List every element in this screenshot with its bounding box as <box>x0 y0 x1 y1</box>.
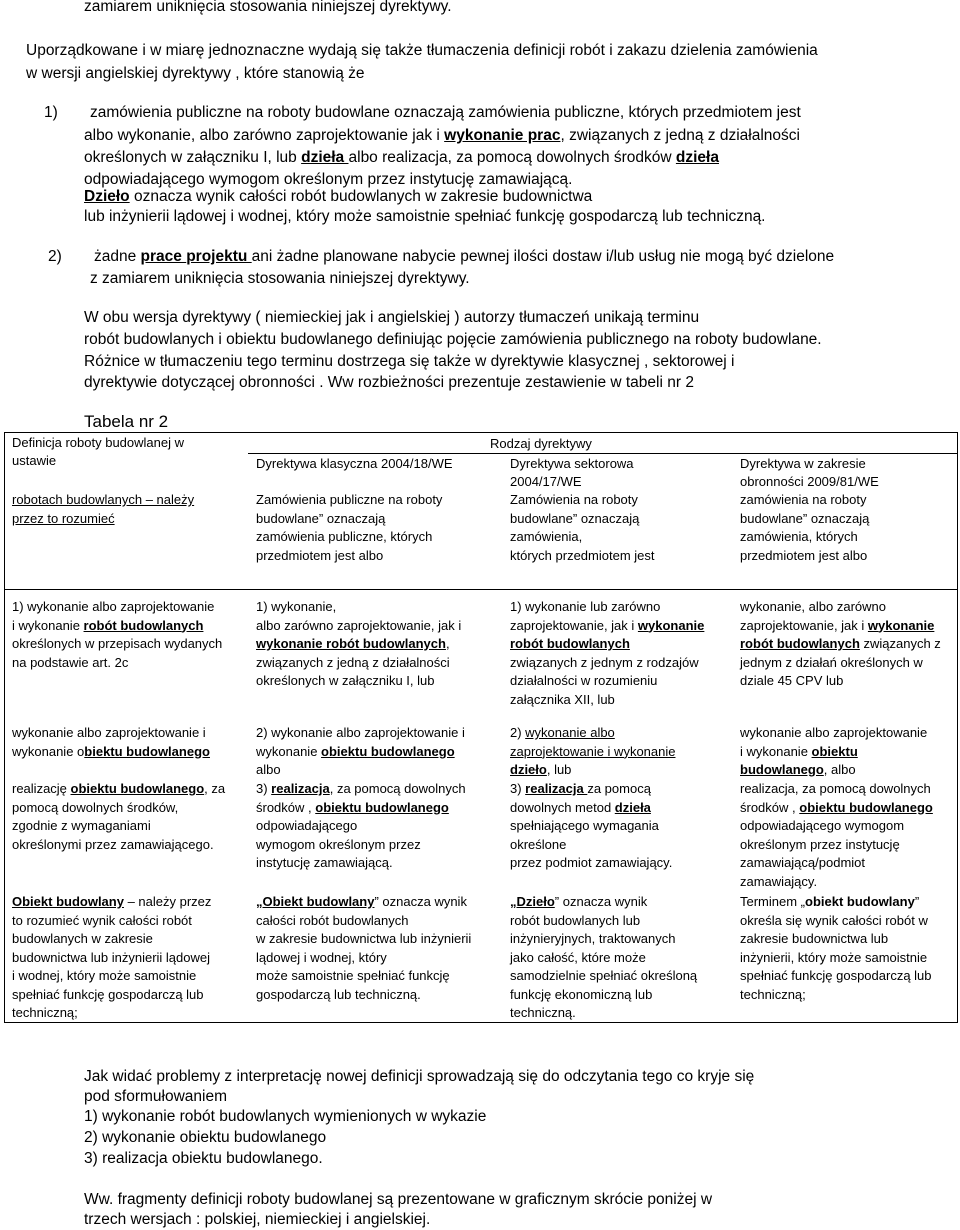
table-cell: Zamówienia na roboty budowlane” oznaczają zamówienia, których przedmiotem jest <box>510 492 655 563</box>
paragraph-line: pod sformułowaniem <box>84 1088 228 1105</box>
item1-line: lub inżynierii lądowej i wodnej, który może samoistnie spełniać funkcję gospodarczą lub techniczną. <box>84 208 766 225</box>
paragraph-line: Jak widać problemy z interpretację nowej definicji sprowadzają się do odczytania tego co kryje się <box>84 1068 755 1085</box>
item1-line: zamówienia publiczne na roboty budowlane oznaczają zamówienia publiczne, których przedmiotem jest <box>90 104 801 121</box>
table-title: Tabela nr 2 <box>84 412 169 431</box>
list-item: 2) wykonanie obiektu budowlanego <box>84 1129 327 1146</box>
header-classic: Dyrektywa klasyczna 2004/18/WE <box>256 456 453 471</box>
table-cell: 1) wykonanie lub zarówno zaprojektowanie, jak i wykonanie robót budowlanych związanych z jednym z rodzajów działalności w rozumieniu załącznika XII, lub <box>510 599 705 707</box>
table-cell: 3) realizacja za pomocą dowolnych metod dzieła spełniającego wymagania określone przez podmiot zamawiający. <box>510 781 673 870</box>
paragraph-line: w wersji angielskiej dyrektywy , które stanowią że <box>26 65 365 82</box>
table-divider <box>248 453 957 454</box>
table-cell: realizacja, za pomocą dowolnych środków , obiektu budowlanego odpowiadającego wymogom określonym przez instytucję zamawiającą/podmiot zamawiający. <box>740 781 933 889</box>
header-sectoral: Dyrektywa sektorowa 2004/17/WE <box>510 456 634 489</box>
paragraph-line: Ww. fragmenty definicji roboty budowlanej są prezentowane w graficznym skrócie poniżej w <box>84 1191 713 1208</box>
paragraph-line: trzech wersjach : polskiej, niemieckiej i angielskiej. <box>84 1211 431 1228</box>
table-cell: 1) wykonanie albo zaprojektowanie i wykonanie robót budowlanych określonych w przepisach wydanych na podstawie art. 2c <box>12 599 223 670</box>
header-directive-type: Rodzaj dyrektywy <box>490 436 592 451</box>
list-item: 1) wykonanie robót budowlanych wymienionych w wykazie <box>84 1108 487 1125</box>
table-cell: 2) wykonanie albo zaprojektowanie i wykonanie obiektu budowlanego albo <box>256 725 465 777</box>
table-cell: realizację obiektu budowlanego, za pomocą dowolnych środków, zgodnie z wymaganiami określonymi przez zamawiającego. <box>12 781 226 852</box>
table-cell: 3) realizacja, za pomocą dowolnych środków , obiektu budowlanego odpowiadającego wymogom określonym przez instytucję zamawiającą. <box>256 781 466 870</box>
item1-line: Dzieło oznacza wynik całości robót budowlanych w zakresie budownictwa <box>84 188 593 205</box>
table-cell: „Obiekt budowlany” oznacza wynik całości robót budowlanych w zakresie budownictwa lub inżynierii lądowej i wodnej, który może samoistnie spełniać funkcję gospodarczą lub techniczną. <box>256 894 472 1002</box>
list-item: 3) realizacja obiektu budowlanego. <box>84 1150 323 1167</box>
header-defence: Dyrektywa w zakresie obronności 2009/81/WE <box>740 456 879 489</box>
table-border-right <box>957 432 958 1023</box>
table-cell: wykonanie albo zaprojektowanie i wykonanie obiektu budowlanego <box>12 725 210 759</box>
table-divider <box>4 589 957 590</box>
table-border-left <box>4 432 5 1023</box>
list-number: 2) <box>48 248 62 265</box>
item1-line: albo wykonanie, albo zarówno zaprojektowanie jak i wykonanie prac, związanych z jedną z działalności <box>84 127 800 144</box>
item1-line: określonych w załączniku I, lub dzieła albo realizacja, za pomocą dowolnych środków dzieła <box>84 149 719 166</box>
table-cell: Zamówienia publiczne na roboty budowlane” oznaczają zamówienia publiczne, których przedmiotem jest albo <box>256 492 443 563</box>
table-cell: Obiekt budowlany – należy przez to rozumieć wynik całości robót budowlanych w zakresie budownictwa lub inżynierii lądowej i wodnej, który może samoistnie spełniać funkcję gospodarczą lub techniczną; <box>12 894 212 1020</box>
paragraph-line: W obu wersja dyrektywy ( niemieckiej jak i angielskiej ) autorzy tłumaczeń unikają terminu <box>84 309 700 326</box>
item2-line: żadne prace projektu ani żadne planowane nabycie pewnej ilości dostaw i/lub usług nie mogą być dzielone <box>94 248 835 265</box>
table-cell: Terminem „obiekt budowlany” określa się wynik całości robót w zakresie budownictwa lub inżynierii, który może samoistnie spełniać funkcję gospodarczą lub techniczną; <box>740 894 932 1002</box>
table-cell: robotach budowlanych – należy przez to rozumieć <box>12 492 195 526</box>
header-definition: Definicja roboty budowlanej w ustawie <box>12 435 184 468</box>
paragraph-line: Uporządkowane i w miarę jednoznaczne wydają się także tłumaczenia definicji robót i zakazu dzielenia zamówienia <box>26 42 818 59</box>
table-cell: wykonanie albo zaprojektowanie i wykonanie obiektu budowlanego, albo <box>740 725 928 777</box>
table-cell: wykonanie, albo zarówno zaprojektowanie, jak i wykonanie robót budowlanych związanych z jednym z działań określonych w dziale 45 CPV lub <box>740 599 941 688</box>
intro-fragment: zamiarem uniknięcia stosowania niniejszej dyrektywy. <box>84 0 452 15</box>
table-cell: zamówienia na roboty budowlane” oznaczają zamówienia, których przedmiotem jest albo <box>740 492 870 563</box>
paragraph-line: dyrektywie dotyczącej obronności . Ww rozbieżności prezentuje zestawienie w tabeli nr 2 <box>84 374 694 391</box>
list-number: 1) <box>44 104 58 121</box>
paragraph-line: robót budowlanych i obiektu budowlanego definiując pojęcie zamówienia publicznego na roboty budowlane. <box>84 331 822 348</box>
table-cell: „Dzieło” oznacza wynik robót budowlanych lub inżynieryjnych, traktowanych jako całość, które może samodzielnie spełniać określoną funkcję ekonomiczną lub techniczną. <box>510 894 698 1020</box>
item1-line: odpowiadającego wymogom określonym przez instytucję zamawiającą. <box>84 171 573 188</box>
table-border-top <box>4 432 957 433</box>
paragraph-line: Różnice w tłumaczeniu tego terminu dostrzega się także w dyrektywie klasycznej , sektorowej i <box>84 353 735 370</box>
item2-line: z zamiarem uniknięcia stosowania niniejszej dyrektywy. <box>90 270 470 287</box>
table-cell: 1) wykonanie, albo zarówno zaprojektowanie, jak i wykonanie robót budowlanych, związanych z jedną z działalności określonych w załączniku I, lub <box>256 599 462 688</box>
table-cell: 2) wykonanie albo zaprojektowanie i wykonanie dzieło, lub <box>510 725 676 777</box>
